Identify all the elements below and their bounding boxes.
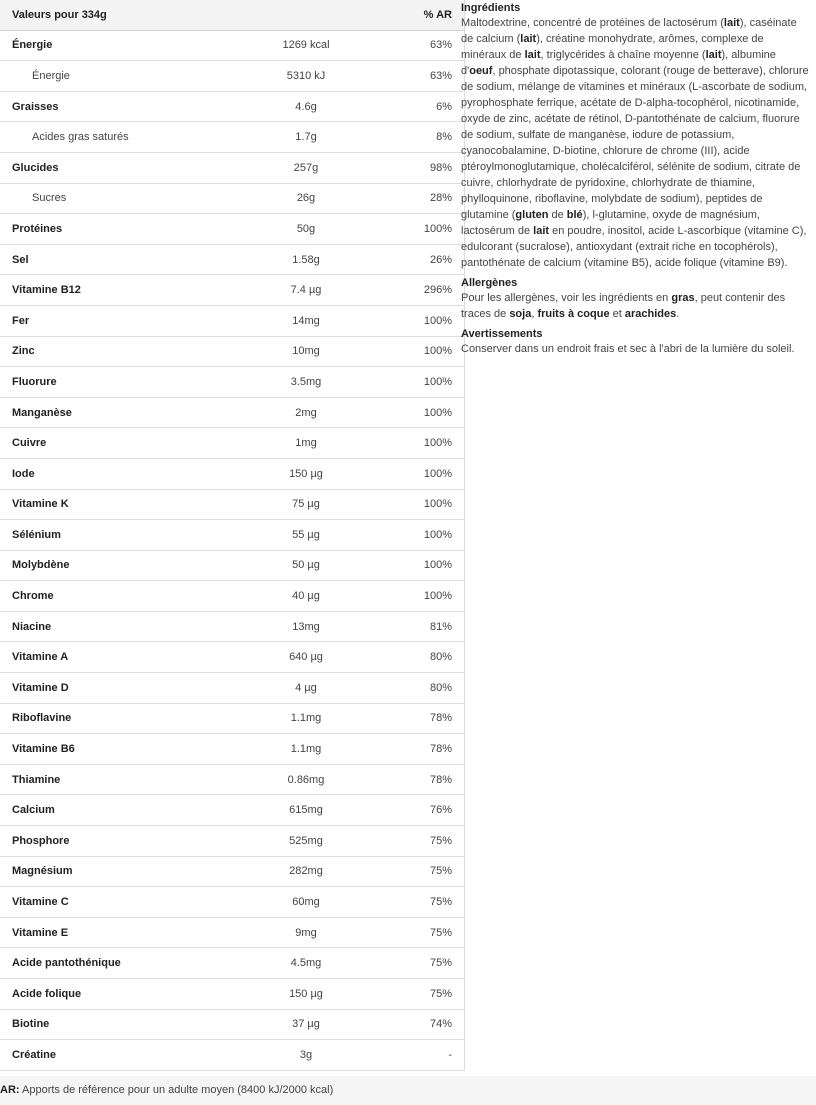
nutrient-value: 5310 kJ xyxy=(248,61,364,92)
ingredients-text xyxy=(461,15,809,271)
nutrient-name: Protéines xyxy=(0,214,248,245)
nutrient-value: 50 µg xyxy=(248,550,364,581)
allergen-highlight: gras xyxy=(671,292,695,304)
nutrient-value: 14mg xyxy=(248,305,364,336)
nutrient-name: Molybdène xyxy=(0,550,248,581)
ar-footnote xyxy=(0,1076,816,1105)
nutrition-row xyxy=(0,520,465,551)
nutrient-ar: 80% xyxy=(364,673,465,704)
nutrition-row xyxy=(0,458,465,489)
allergens-text xyxy=(461,290,809,322)
nutrition-row xyxy=(0,734,465,765)
nutrient-ar: 75% xyxy=(364,826,465,857)
allergen-highlight: fruits à coque xyxy=(537,308,610,320)
allergens-title: Allergènes xyxy=(461,277,518,289)
nutrient-ar: 100% xyxy=(364,367,465,398)
nutrition-row xyxy=(0,428,465,459)
nutrient-name: Vitamine K xyxy=(0,489,248,520)
text-segment: , triglycérides à chaîne moyenne ( xyxy=(540,49,706,61)
nutrient-name: Graisses xyxy=(0,91,248,122)
nutrient-ar: 100% xyxy=(364,550,465,581)
text-segment: Pour les allergènes, voir les ingrédients en xyxy=(461,292,672,304)
text-segment: , peut contenir des traces de xyxy=(461,292,786,320)
allergen-highlight: oeuf xyxy=(469,65,493,77)
header-ar: % AR xyxy=(364,0,465,30)
nutrient-value: 37 µg xyxy=(248,1009,364,1040)
nutrient-ar: 74% xyxy=(364,1009,465,1040)
nutrient-value: 7.4 µg xyxy=(248,275,364,306)
nutrient-ar: 80% xyxy=(364,642,465,673)
nutrition-row xyxy=(0,581,465,612)
nutrition-row xyxy=(0,764,465,795)
nutrition-row xyxy=(0,305,465,336)
nutrient-value: 525mg xyxy=(248,826,364,857)
nutrient-value: 50g xyxy=(248,214,364,245)
nutrient-value: 1.1mg xyxy=(248,703,364,734)
nutrient-ar: 26% xyxy=(364,244,465,275)
nutrient-name: Sel xyxy=(0,244,248,275)
nutrient-name: Vitamine B6 xyxy=(0,734,248,765)
nutrient-ar: 100% xyxy=(364,428,465,459)
nutrient-value: 257g xyxy=(248,152,364,183)
nutrition-row xyxy=(0,856,465,887)
nutrient-name: Sucres xyxy=(0,183,248,214)
text-segment: de xyxy=(548,209,567,221)
nutrient-ar: 100% xyxy=(364,489,465,520)
nutrient-value: 150 µg xyxy=(248,979,364,1010)
ar-footnote-text: Apports de référence pour un adulte moyen (8400 kJ/2000 kcal) xyxy=(19,1084,334,1096)
nutrition-row xyxy=(0,91,465,122)
nutrient-value: 1mg xyxy=(248,428,364,459)
nutrient-ar: 75% xyxy=(364,948,465,979)
nutrient-value: 4.6g xyxy=(248,91,364,122)
nutrient-ar: 28% xyxy=(364,183,465,214)
text-segment: , phosphate dipotassique, colorant (rouge de betterave), chlorure de sodium, mélange de vitamines et minéraux (L-ascorbate de sodium, pyrophosphate ferrique, acétate de D-alpha-tocophérol, nicotinamide, oxyde de zinc, acétate de rétinol, D-pantothénate de calcium, fluorure de sodium, sulfate de manganèse, iodure de potassium, cyanocobalamine, D-biotine, chlorure de chrome (III), acide ptéroylmonoglutamique, cholécalciférol, sélénite de sodium, citrate de cuivre, chlorhydrate de pyridoxine, chlorhydrate de thiamine, phylloquinone, riboflavine, molybdate de sodium), peptides de glutamine ( xyxy=(461,65,809,221)
text-segment: ), albumine d' xyxy=(461,49,776,77)
nutrient-name: Vitamine B12 xyxy=(0,275,248,306)
nutrition-row xyxy=(0,122,465,153)
nutrient-ar: 75% xyxy=(364,979,465,1010)
nutrient-value: 3g xyxy=(248,1040,364,1071)
text-segment: . xyxy=(676,308,680,320)
nutrient-value: 3.5mg xyxy=(248,367,364,398)
nutrient-name: Vitamine D xyxy=(0,673,248,704)
nutrient-name: Vitamine A xyxy=(0,642,248,673)
nutrient-value: 2mg xyxy=(248,397,364,428)
allergen-highlight: gluten xyxy=(515,209,549,221)
allergen-highlight: lait xyxy=(520,33,537,45)
ar-footnote-label: AR: xyxy=(0,1084,20,1096)
allergen-highlight: lait xyxy=(524,49,541,61)
nutrient-name: Calcium xyxy=(0,795,248,826)
allergen-highlight: soja xyxy=(509,308,532,320)
nutrient-name: Acide pantothénique xyxy=(0,948,248,979)
text-segment: Maltodextrine, concentré de protéines de lactosérum ( xyxy=(461,17,724,29)
nutrition-row xyxy=(0,948,465,979)
nutrient-ar: 78% xyxy=(364,734,465,765)
nutrient-value: 4 µg xyxy=(248,673,364,704)
nutrient-name: Vitamine E xyxy=(0,917,248,948)
nutrient-name: Fluorure xyxy=(0,367,248,398)
allergen-highlight: arachides xyxy=(624,308,677,320)
nutrient-name: Thiamine xyxy=(0,764,248,795)
text-segment: ), créatine monohydrate, arômes, complexe de minéraux de xyxy=(461,33,764,61)
nutrient-ar: 78% xyxy=(364,764,465,795)
nutrient-ar: 75% xyxy=(364,917,465,948)
nutrition-row xyxy=(0,917,465,948)
nutrient-value: 10mg xyxy=(248,336,364,367)
nutrient-ar: 100% xyxy=(364,458,465,489)
warnings-text: Conserver dans un endroit frais et sec à l'abri de la lumière du soleil. xyxy=(461,343,795,355)
nutrient-ar: 75% xyxy=(364,887,465,918)
nutrient-ar: 100% xyxy=(364,305,465,336)
nutrition-row xyxy=(0,336,465,367)
allergen-highlight: lait xyxy=(705,49,722,61)
nutrient-ar: 6% xyxy=(364,91,465,122)
nutrient-ar: 100% xyxy=(364,336,465,367)
nutrient-value: 40 µg xyxy=(248,581,364,612)
nutrient-name: Manganèse xyxy=(0,397,248,428)
nutrient-ar: 100% xyxy=(364,397,465,428)
nutrient-name: Sélénium xyxy=(0,520,248,551)
nutrient-ar: 63% xyxy=(364,61,465,92)
text-segment: et xyxy=(609,308,625,320)
nutrition-row xyxy=(0,367,465,398)
nutrition-row xyxy=(0,397,465,428)
text-segment: ), caséinate de calcium ( xyxy=(461,17,797,45)
nutrition-row xyxy=(0,887,465,918)
nutrient-name: Biotine xyxy=(0,1009,248,1040)
warnings-title: Avertissements xyxy=(461,328,543,340)
nutrient-ar: 100% xyxy=(364,214,465,245)
nutrition-row xyxy=(0,214,465,245)
nutrient-name: Vitamine C xyxy=(0,887,248,918)
nutrient-value: 1269 kcal xyxy=(248,30,364,61)
nutrient-value: 1.1mg xyxy=(248,734,364,765)
nutrient-ar: 76% xyxy=(364,795,465,826)
nutrition-table-header xyxy=(0,0,465,30)
nutrition-row xyxy=(0,489,465,520)
nutrition-row xyxy=(0,61,465,92)
nutrient-name: Énergie xyxy=(0,61,248,92)
nutrition-row xyxy=(0,611,465,642)
nutrient-name: Fer xyxy=(0,305,248,336)
nutrient-name: Riboflavine xyxy=(0,703,248,734)
nutrient-name: Cuivre xyxy=(0,428,248,459)
product-info xyxy=(461,2,809,363)
nutrient-ar: 81% xyxy=(364,611,465,642)
allergen-highlight: lait xyxy=(723,17,740,29)
nutrition-row xyxy=(0,979,465,1010)
nutrient-value: 1.58g xyxy=(248,244,364,275)
nutrient-name: Acide folique xyxy=(0,979,248,1010)
nutrient-ar: 100% xyxy=(364,581,465,612)
nutrition-row xyxy=(0,826,465,857)
nutrient-name: Phosphore xyxy=(0,826,248,857)
nutrient-name: Magnésium xyxy=(0,856,248,887)
nutrient-ar: - xyxy=(364,1040,465,1071)
nutrient-value: 26g xyxy=(248,183,364,214)
nutrition-row xyxy=(0,1009,465,1040)
nutrient-value: 9mg xyxy=(248,917,364,948)
text-segment: , xyxy=(531,308,538,320)
nutrient-name: Chrome xyxy=(0,581,248,612)
nutrient-value: 0.86mg xyxy=(248,764,364,795)
nutrition-row xyxy=(0,1040,465,1071)
nutrient-name: Niacine xyxy=(0,611,248,642)
nutrition-row xyxy=(0,30,465,61)
nutrient-ar: 296% xyxy=(364,275,465,306)
allergen-highlight: lait xyxy=(533,225,550,237)
text-segment: en poudre, inositol, acide L-ascorbique (vitamine C), edulcorant (sucralose), antioxydant (extrait riche en tocophérols), pantothénate de calcium (vitamine B5), acide folique (vitamine B9). xyxy=(461,225,807,269)
nutrient-name: Acides gras saturés xyxy=(0,122,248,153)
nutrition-row xyxy=(0,152,465,183)
nutrient-value: 60mg xyxy=(248,887,364,918)
nutrition-row xyxy=(0,275,465,306)
nutrition-table-body xyxy=(0,30,465,1070)
nutrient-value: 1.7g xyxy=(248,122,364,153)
nutrition-row xyxy=(0,795,465,826)
nutrition-row xyxy=(0,673,465,704)
nutrition-row xyxy=(0,550,465,581)
header-value xyxy=(248,0,364,30)
nutrient-value: 282mg xyxy=(248,856,364,887)
nutrient-value: 4.5mg xyxy=(248,948,364,979)
nutrient-name: Zinc xyxy=(0,336,248,367)
nutrient-value: 640 µg xyxy=(248,642,364,673)
nutrient-name: Glucides xyxy=(0,152,248,183)
nutrient-value: 75 µg xyxy=(248,489,364,520)
nutrient-value: 150 µg xyxy=(248,458,364,489)
nutrition-row xyxy=(0,183,465,214)
nutrient-ar: 98% xyxy=(364,152,465,183)
nutrient-value: 55 µg xyxy=(248,520,364,551)
nutrient-ar: 8% xyxy=(364,122,465,153)
allergen-highlight: blé xyxy=(566,209,583,221)
nutrient-value: 615mg xyxy=(248,795,364,826)
text-segment: ), l-glutamine, oxyde de magnésium, lactosérum de xyxy=(461,209,760,237)
header-nutrient: Valeurs pour 334g xyxy=(0,0,248,30)
nutrition-row xyxy=(0,642,465,673)
nutrient-ar: 100% xyxy=(364,520,465,551)
nutrient-value: 13mg xyxy=(248,611,364,642)
nutrient-ar: 75% xyxy=(364,856,465,887)
nutrient-ar: 63% xyxy=(364,30,465,61)
nutrition-row xyxy=(0,703,465,734)
ingredients-title: Ingrédients xyxy=(461,2,521,14)
nutrient-name: Iode xyxy=(0,458,248,489)
nutrient-ar: 78% xyxy=(364,703,465,734)
nutrient-name: Énergie xyxy=(0,30,248,61)
nutrient-name: Créatine xyxy=(0,1040,248,1071)
nutrition-row xyxy=(0,244,465,275)
